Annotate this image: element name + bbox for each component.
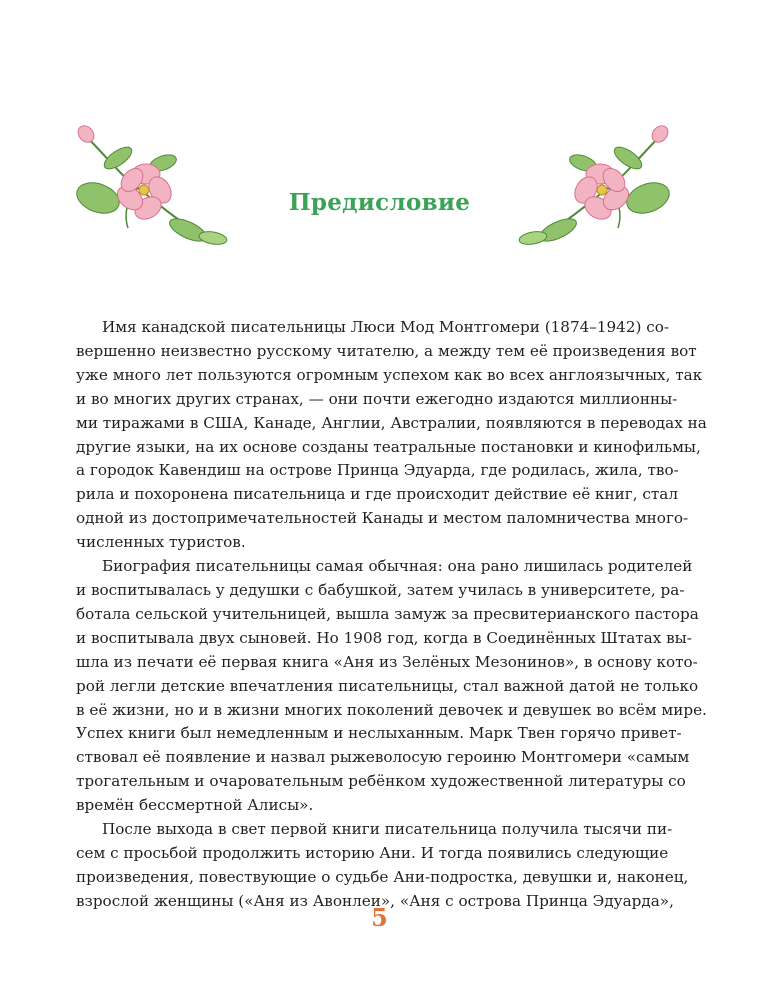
text-line: шла из печати её первая книга «Аня из Зелёных Мезонинов», в основу кото- — [76, 652, 698, 671]
text-line: ми тиражами в США, Канаде, Англии, Австралии, появляются в переводах на — [76, 413, 707, 432]
text-line: одной из достопримечательностей Канады и местом паломничества много- — [76, 509, 689, 528]
text-line: После выхода в свет первой книги писательница получила тысячи пи- — [102, 820, 673, 839]
text-line: Биография писательницы самая обычная: она рано лишилась родителей — [102, 557, 693, 576]
text-line: сем с просьбой продолжить историю Ани. И тогда появились следующие — [76, 843, 669, 862]
text-line: Имя канадской писательницы Люси Мод Монтгомери (1874–1942) со- — [102, 318, 670, 336]
text-line: трогательным и очаровательным ребёнком художественной литературы со — [76, 772, 686, 791]
text-line: времён бессмертной Алисы». — [76, 796, 314, 815]
text-line: взрослой женщины («Аня из Авонлеи», «Аня с острова Принца Эдуарда», — [76, 891, 674, 910]
text-line: в её жизни, но и в жизни многих поколений девочек и девушек во всём мире. — [76, 700, 707, 719]
apple-blossom-icon — [68, 118, 238, 258]
text-line: и воспитывала двух сыновей. Но 1908 год, когда в Соединённых Штатах вы- — [76, 628, 692, 647]
page-number: 5 — [371, 903, 388, 932]
text-line: ботала сельской учительницей, вышла замуж за пресвитерианского пастора — [76, 604, 699, 623]
body-text — [76, 316, 707, 914]
paragraph — [76, 818, 689, 914]
text-line: рой легли детские впечатления писательницы, стал важной датой не только — [76, 676, 699, 695]
paragraph — [76, 555, 707, 818]
text-line: вершенно неизвестно русскому читателю, а между тем её произведения вот — [76, 341, 697, 360]
page-title: Предисловие — [288, 189, 471, 216]
text-line: а городок Кавендиш на острове Принца Эдуарда, где родилась, жила, тво- — [76, 461, 679, 480]
text-line: численных туристов. — [76, 533, 246, 552]
apple-blossom-icon — [508, 118, 678, 258]
text-line: и во многих других странах, — они почти ежегодно издаются миллионны- — [76, 389, 678, 408]
text-line: произведения, повествующие о судьбе Ани-подростка, девушки и, наконец, — [76, 867, 689, 886]
text-line: другие языки, на их основе созданы театральные постановки и кинофильмы, — [76, 437, 701, 456]
text-line: уже много лет пользуются огромным успехом как во всех англоязычных, так — [76, 365, 703, 384]
text-line: и воспитывалась у дедушки с бабушкой, затем училась в университете, ра- — [76, 580, 685, 599]
paragraph — [76, 316, 707, 555]
text-line: Успех книги был немедленным и неслыханным. Марк Твен горячо привет- — [76, 724, 682, 743]
text-line: ствовал её появление и назвал рыжеволосую героиню Монтгомери «самым — [76, 748, 690, 767]
text-line: рила и похоронена писательница и где происходит действие её книг, стал — [76, 485, 679, 504]
